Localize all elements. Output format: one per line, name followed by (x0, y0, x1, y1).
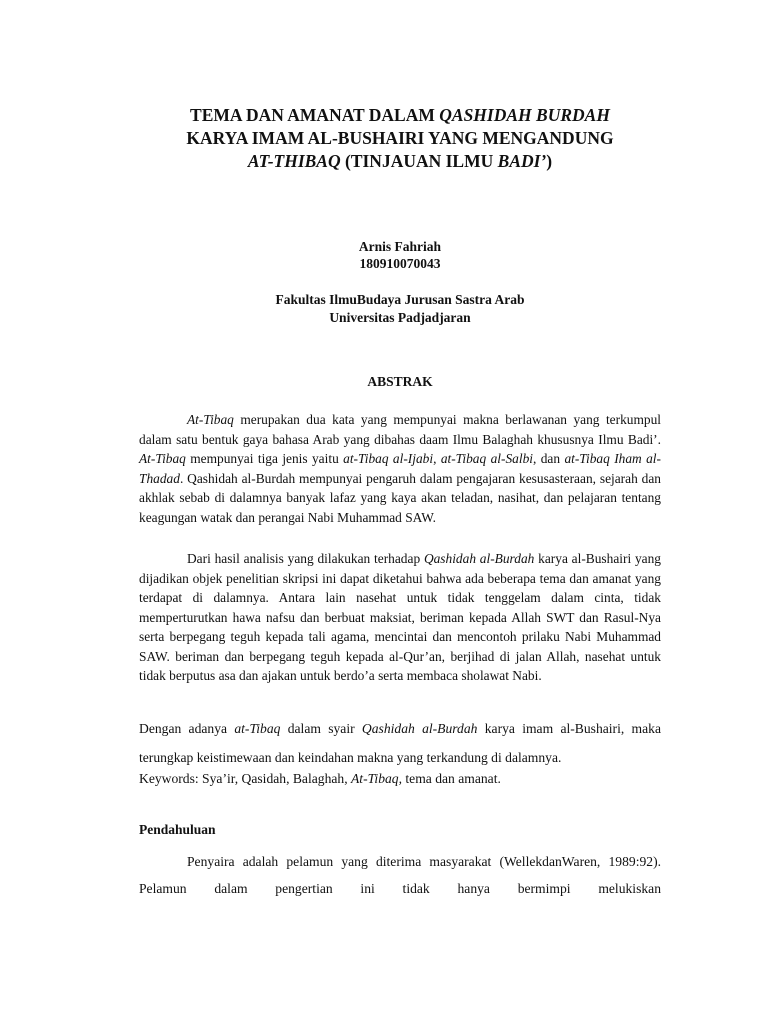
affiliation-block (160, 291, 640, 327)
title-line-2: KARYA IMAM AL-BUSHAIRI YANG MENGANDUNG (186, 128, 614, 148)
abstract-paragraph-3: Dengan adanya at-Tibaq dalam syair Qashidah al-Burdah karya imam al-Bushairi, maka terungkap keistimewaan dan keindahan makna yang terkandung di dalamnya. (139, 721, 661, 765)
abstract-heading: ABSTRAK (367, 374, 433, 389)
abstract-paragraph-1: At-Tibaq merupakan dua kata yang mempunyai makna berlawanan yang terkumpul dalam satu bentuk gaya bahasa Arab yang dibahas daam Ilmu Balaghah khususnya Ilmu Badi’. At-Tibaq mempunyai tiga jenis yaitu at-Tibaq al-Ijabi, at-Tibaq al-Salbi, dan at-Tibaq Iham al-Thadad. Qashidah al-Burdah mempunyai pengaruh dalam pengajaran kesusasteraan, sejarah dan akhlak sebab di dalamnya banyak lafaz yang kaya akan teladan, nasihat, dan pelajaran tentang keagungan watak dan perangai Nabi Muhammad SAW. (139, 412, 661, 525)
author-name: Arnis Fahriah (358, 239, 442, 254)
introduction-paragraph: Penyaira adalah pelamun yang diterima masyarakat (WellekdanWaren, 1989:92). Pelamun dalam pengertian ini tidak hanya bermimpi melukiskan (139, 854, 661, 896)
author-block (160, 238, 640, 272)
author-id: 180910070043 (359, 256, 441, 271)
university-name: Universitas Padjadjaran (329, 310, 471, 325)
introduction-heading: Pendahuluan (139, 822, 216, 837)
title-line-1: TEMA DAN AMANAT DALAM QASHIDAH BURDAH (190, 105, 610, 125)
faculty-name: Fakultas IlmuBudaya Jurusan Sastra Arab (275, 292, 525, 307)
paper-title (110, 104, 690, 173)
keywords-line: Keywords: Sya’ir, Qasidah, Balaghah, At-Tibaq, tema dan amanat. (139, 771, 501, 786)
title-line-3: AT-THIBAQ (TINJAUAN ILMU BADI’) (247, 151, 553, 171)
abstract-paragraph-2: Dari hasil analisis yang dilakukan terhadap Qashidah al-Burdah karya al-Bushairi yang dijadikan objek penelitian skripsi ini dapat diketahui bahwa ada beberapa tema dan amanat yang terdapat di dalamnya. Antara lain nasehat untuk tidak tenggelam dalam cinta, tidak memperturutkan hawa nafsu dan berbuat maksiat, beriman kepada Allah SWT dan Rasul-Nya serta berpegang teguh kepada tali agama, mencintai dan mencontoh prilaku Nabi Muhammad SAW. beriman dan berpegang teguh kepada al-Qur’an, berjihad di jalan Allah, nasehat untuk tidak berputus asa dan ajakan untuk berdo’a serta membaca sholawat Nabi. (139, 551, 661, 683)
